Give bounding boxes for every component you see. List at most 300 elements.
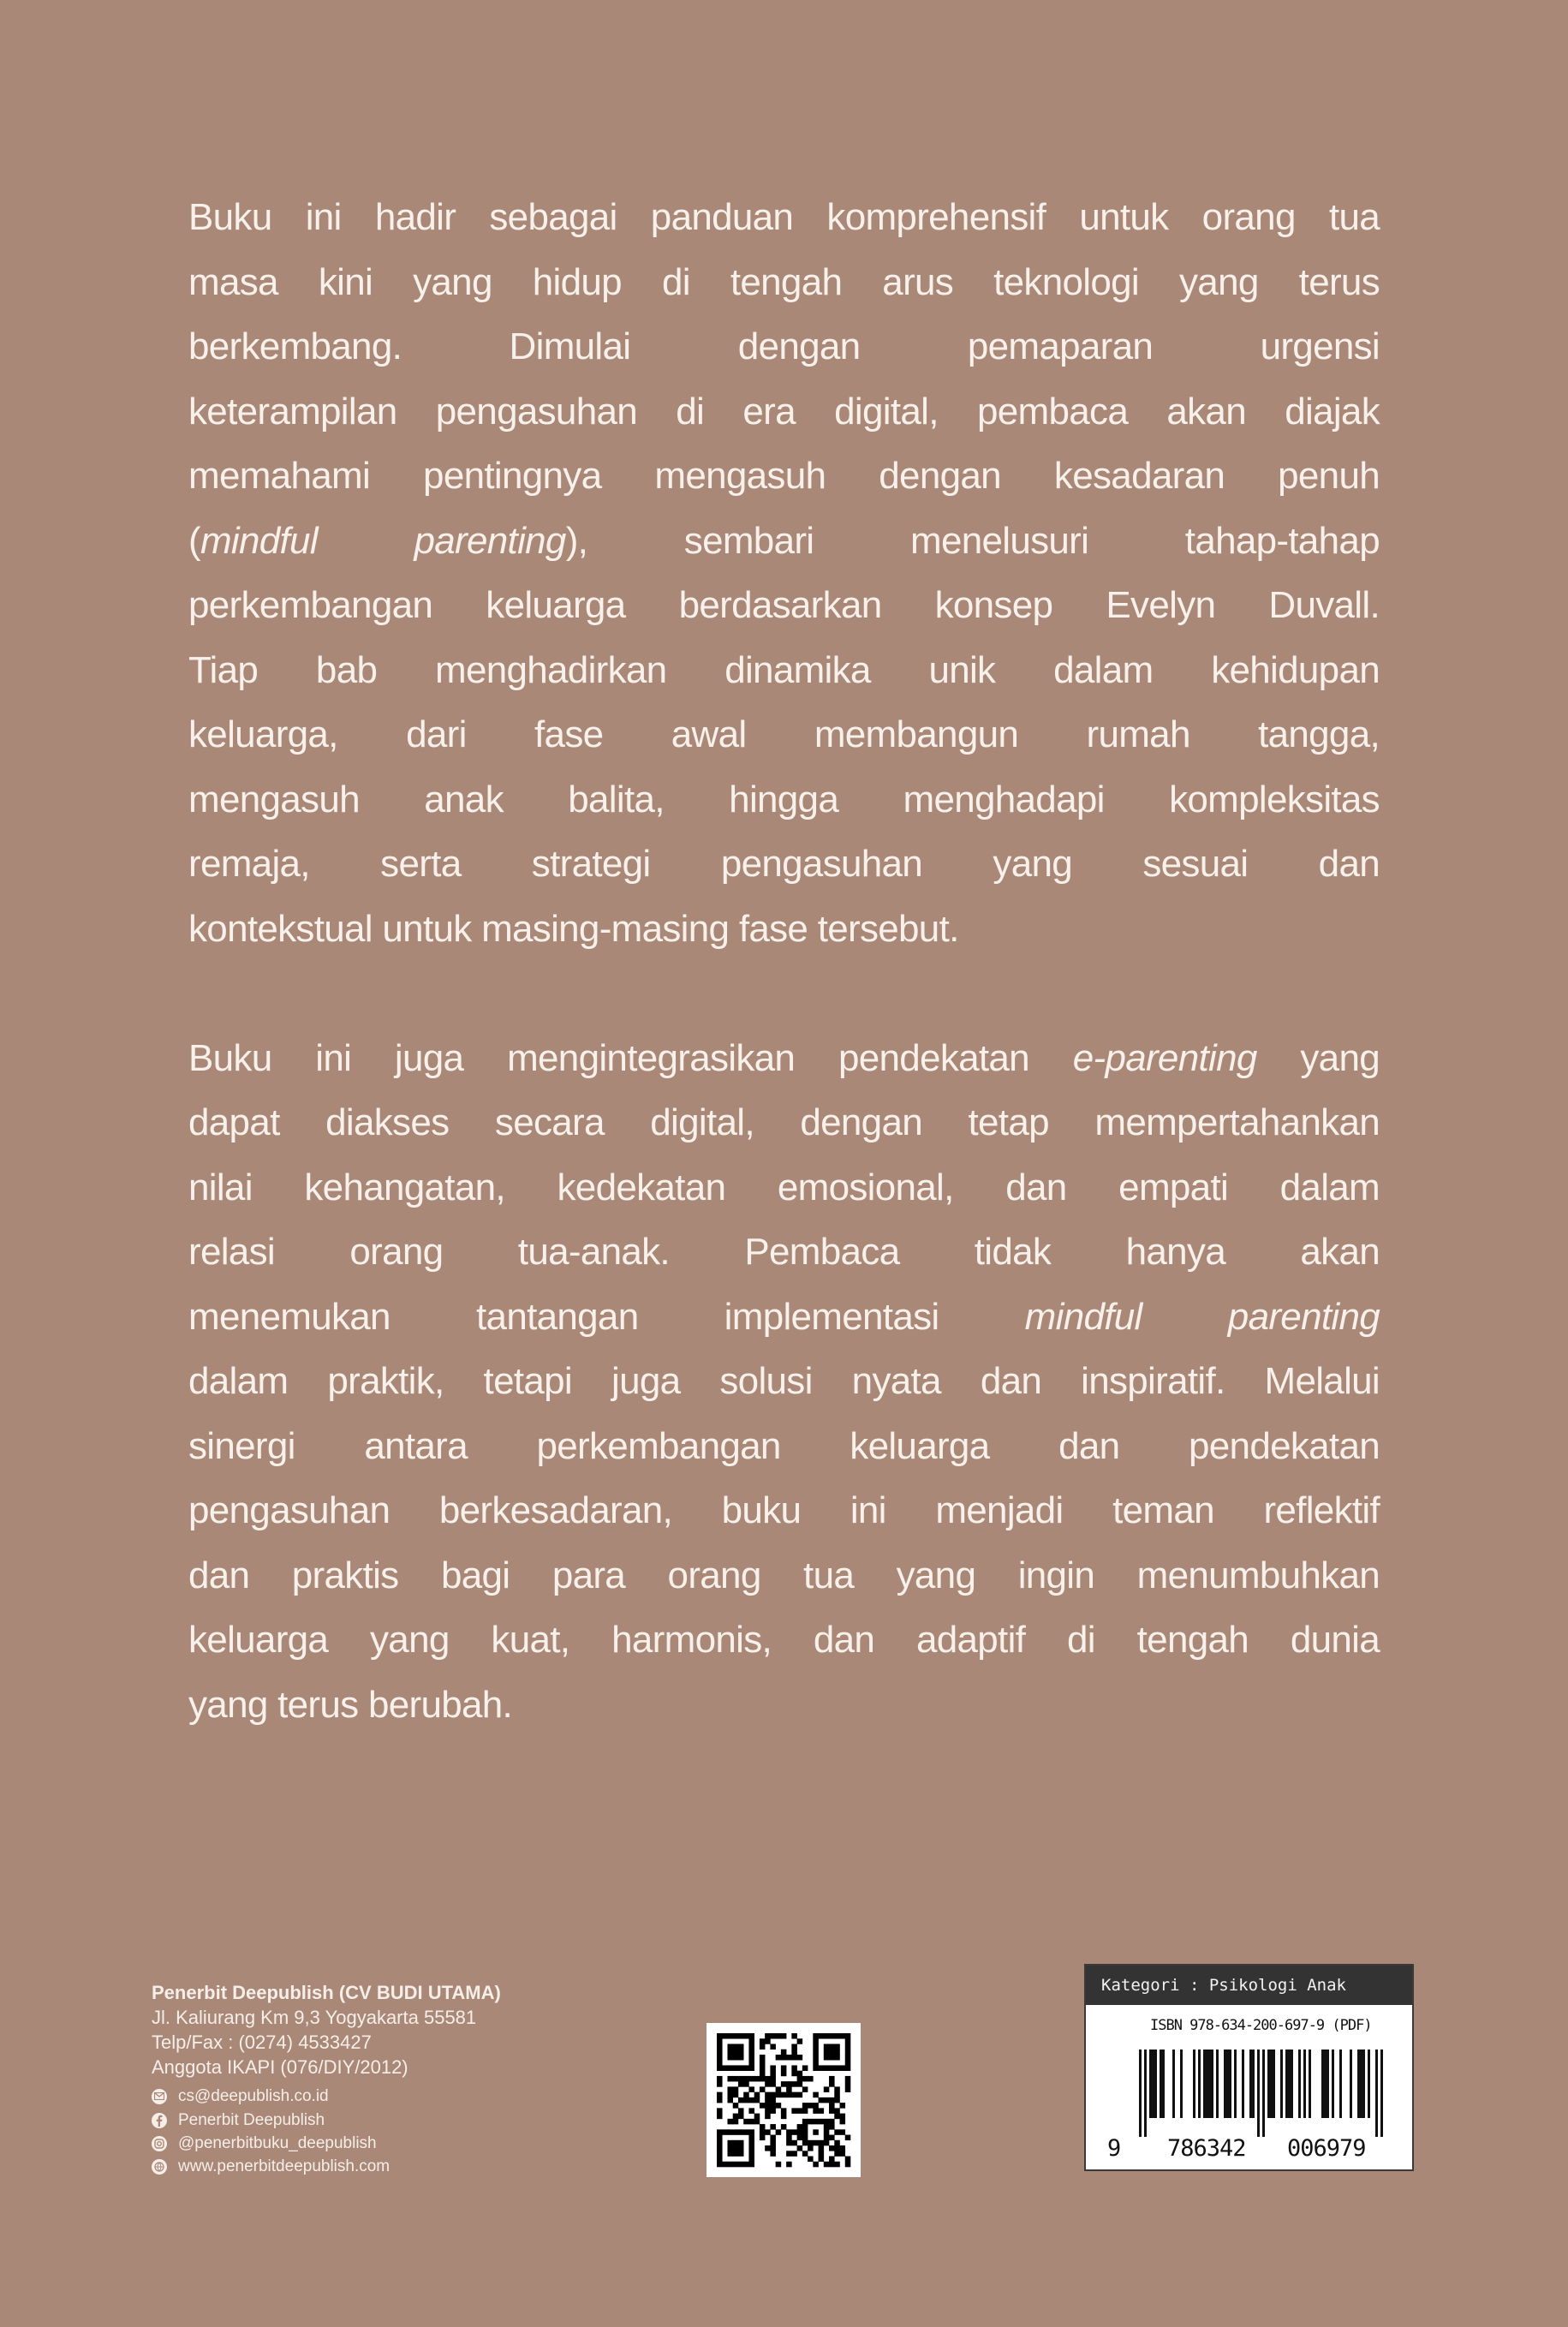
qr-module [813,2044,819,2050]
qr-module [717,2129,723,2135]
qr-module [845,2162,851,2168]
qr-module [754,2092,760,2098]
qr-module [760,2055,766,2061]
barcode-bar [1270,2050,1273,2118]
qr-module [748,2157,754,2163]
qr-module [819,2140,825,2146]
blurb-line [188,702,1380,767]
qr-module [776,2129,782,2135]
blurb-text-segment: yang [1256,1036,1380,1079]
qr-module [797,2055,803,2061]
qr-module [829,2065,835,2071]
qr-module [727,2119,733,2125]
barcode-bar [1234,2050,1237,2118]
qr-module [760,2044,766,2050]
qr-module [717,2140,723,2146]
qr-module [717,2081,723,2087]
qr-module [717,2097,723,2103]
qr-module [797,2124,803,2130]
qr-module [770,2124,776,2130]
contact-instagram-text: @penerbitbuku_deepublish [178,2133,377,2152]
qr-module [722,2033,728,2039]
qr-module [776,2086,782,2092]
qr-module [824,2135,830,2141]
qr-module [797,2076,803,2082]
qr-module [738,2055,744,2061]
barcode-bar [1362,2050,1365,2118]
qr-module [819,2157,825,2163]
qr-module [738,2129,744,2135]
qr-module [776,2033,782,2039]
facebook-icon [152,2113,167,2128]
qr-module [813,2065,819,2071]
qr-module [733,2033,739,2039]
qr-module [770,2140,776,2146]
qr-module [754,2114,760,2120]
qr-module [813,2129,819,2135]
qr-module [727,2145,733,2151]
barcode-bar [1242,2050,1244,2118]
qr-module [845,2081,851,2087]
qr-module [791,2065,797,2071]
blurb-line [188,573,1380,638]
qr-module [760,2086,766,2092]
qr-module [829,2157,835,2163]
publisher-name: Penerbit Deepublish (CV BUDI UTAMA) [152,1982,501,2003]
qr-module [834,2162,840,2168]
qr-module [717,2157,723,2163]
qr-module [802,2086,808,2092]
qr-module [802,2151,808,2157]
blurb-text-segment: berkembang. Dimulai dengan pemaparan urgensi [188,325,1380,367]
qr-module [813,2050,819,2056]
qr-module [834,2092,840,2098]
qr-module [824,2086,830,2092]
blurb-line [188,1349,1380,1414]
qr-module [738,2044,744,2050]
qr-module [760,2071,766,2077]
blurb-line [188,1090,1380,1155]
contact-website [152,2155,390,2178]
qr-module [733,2151,739,2157]
qr-module [743,2092,749,2098]
qr-module [819,2033,825,2039]
barcode-bar [1327,2050,1329,2118]
qr-module [781,2055,787,2061]
qr-module [797,2092,803,2098]
contact-email-text: cs@deepublish.co.id [178,2086,329,2105]
qr-module [845,2033,851,2039]
qr-module [748,2060,754,2066]
qr-module [733,2114,739,2120]
qr-module [829,2055,835,2061]
category-label: Kategori : Psikologi Anak [1086,1966,1412,2005]
qr-module [770,2145,776,2151]
blurb-text-segment: perkembangan keluarga berdasarkan konsep Evelyn Duvall. [188,584,1380,626]
qr-module [738,2065,744,2071]
contact-email [152,2085,329,2108]
qr-module [776,2162,782,2168]
qr-module [760,2060,766,2066]
qr-module [770,2065,776,2071]
qr-module [824,2162,830,2168]
qr-module [819,2119,825,2125]
qr-module [776,2103,782,2109]
qr-module [717,2055,723,2061]
qr-module [802,2103,808,2109]
qr-module [717,2044,723,2050]
qr-module [786,2140,792,2146]
qr-module [845,2044,851,2050]
qr-module [786,2162,792,2168]
qr-module [776,2092,782,2098]
qr-module [765,2114,771,2120]
blurb-line [188,1285,1380,1350]
qr-module [808,2076,814,2082]
barcode-bar [1357,2050,1360,2118]
blurb-text-segment: nilai kehangatan, kedekatan emosional, dan empati dalam [188,1166,1380,1208]
qr-module [797,2129,803,2135]
qr-module [727,2086,733,2092]
qr-module [834,2129,840,2135]
globe-icon [152,2159,167,2175]
barcode-bar [1224,2050,1226,2118]
qr-module [717,2050,723,2056]
qr-module [813,2119,819,2125]
qr-module [748,2044,754,2050]
blurb-line [188,638,1380,703]
qr-module [829,2044,835,2050]
qr-module [824,2119,830,2125]
qr-module [738,2140,744,2146]
qr-module [781,2081,787,2087]
blurb-text-segment: dapat diakses secara digital, dengan tetap mempertahankan [188,1101,1380,1143]
qr-code [706,2023,861,2177]
qr-module [813,2108,819,2114]
qr-module [834,2065,840,2071]
barcode-bar [1350,2050,1352,2118]
blurb-italic-term: mindful parenting [200,519,566,562]
qr-module [748,2097,754,2103]
qr-module [802,2108,808,2114]
qr-module [770,2071,776,2077]
qr-module [760,2135,766,2141]
qr-module [840,2103,846,2109]
qr-module [748,2108,754,2114]
qr-module [819,2108,825,2114]
barcode-bar [1288,2050,1291,2118]
blurb-text-segment: keterampilan pengasuhan di era digital, pembaca akan diajak [188,390,1380,433]
blurb-text-segment: menemukan tantangan implementasi [188,1295,1025,1338]
barcode-bar [1226,2050,1229,2118]
barcode-bar [1172,2050,1175,2118]
qr-module [765,2076,771,2082]
qr-module [829,2124,835,2130]
qr-module [748,2151,754,2157]
qr-module [748,2145,754,2151]
qr-module [733,2055,739,2061]
contact-facebook [152,2109,325,2132]
qr-module [845,2055,851,2061]
blurb-text-segment: kontekstual untuk masing-masing fase tersebut. [188,907,959,950]
qr-module [802,2065,808,2071]
qr-module [813,2055,819,2061]
qr-module [748,2129,754,2135]
qr-module [834,2033,840,2039]
qr-module [727,2076,733,2082]
blurb-line [188,379,1380,445]
blurb-text-segment: ), sembari menelusuri tahap-tahap [565,519,1380,562]
barcode-bar [1160,2050,1162,2118]
qr-module [829,2119,835,2125]
qr-module [797,2038,803,2044]
contact-instagram [152,2132,377,2155]
barcode-bar [1203,2050,1206,2118]
contact-website-text: www.penerbitdeepublish.com [178,2157,391,2175]
qr-module [840,2114,846,2120]
blurb-line [188,1026,1380,1091]
qr-module [743,2081,749,2087]
barcode-bar [1249,2050,1252,2118]
qr-module [733,2086,739,2092]
blurb-text-segment: dan praktis bagi para orang tua yang ingin menumbuhkan [188,1554,1380,1596]
qr-module [760,2038,766,2044]
qr-module [819,2065,825,2071]
blurb-text-segment: keluarga, dari fase awal membangun rumah tangga, [188,713,1380,755]
qr-module [840,2033,846,2039]
qr-module [829,2076,835,2082]
barcode-bar [1149,2050,1152,2118]
qr-module [743,2065,749,2071]
qr-module [717,2151,723,2157]
qr-module [824,2033,830,2039]
qr-module [727,2162,733,2168]
isbn-barcode-box [1084,1964,1414,2171]
qr-module [738,2151,744,2157]
barcode-bar [1309,2050,1311,2118]
qr-module [845,2135,851,2141]
qr-module [748,2033,754,2039]
qr-module [727,2055,733,2061]
blurb-line [188,1220,1380,1285]
qr-module [781,2092,787,2098]
qr-module [829,2097,835,2103]
qr-module [760,2103,766,2109]
blurb-text-segment: pengasuhan berkesadaran, buku ini menjadi teman reflektif [188,1489,1380,1531]
barcode-bar [1368,2050,1370,2118]
qr-module [765,2097,771,2103]
qr-module [834,2050,840,2056]
contact-facebook-text: Penerbit Deepublish [178,2110,325,2129]
publisher-ikapi: Anggota IKAPI (076/DIY/2012) [152,2056,408,2078]
blurb-text-segment: masa kini yang hidup di tengah arus teknologi yang terus [188,260,1380,303]
blurb-line [188,1543,1380,1608]
blurb-line [188,832,1380,897]
qr-module [834,2086,840,2092]
barcode-bar [1154,2050,1157,2118]
qr-module [722,2129,728,2135]
qr-module [781,2033,787,2039]
qr-module [738,2033,744,2039]
qr-module [802,2135,808,2141]
qr-module [781,2124,787,2130]
qr-module [717,2033,723,2039]
qr-module [802,2076,808,2082]
qr-module [765,2145,771,2151]
qr-module [733,2050,739,2056]
qr-module [840,2119,846,2125]
qr-module [834,2114,840,2120]
qr-module [786,2055,792,2061]
qr-module [781,2071,787,2077]
blurb-line [188,897,1380,962]
qr-module [808,2119,814,2125]
qr-module [813,2038,819,2044]
qr-module [733,2103,739,2109]
qr-module [791,2092,797,2098]
qr-module [717,2114,723,2120]
qr-code-graphic [706,2023,861,2177]
qr-module [819,2145,825,2151]
blurb-line [188,250,1380,315]
qr-module [791,2081,797,2087]
barcode-bar [1291,2050,1293,2118]
qr-module [786,2092,792,2098]
qr-module [727,2044,733,2050]
qr-module [748,2119,754,2125]
qr-module [824,2129,830,2135]
qr-module [717,2076,723,2082]
qr-module [808,2145,814,2151]
barcode-bar [1262,2050,1265,2137]
qr-module [770,2081,776,2087]
qr-module [824,2140,830,2146]
qr-module [727,2097,733,2103]
qr-module [765,2108,771,2114]
qr-module [781,2065,787,2071]
qr-module [808,2157,814,2163]
qr-module [824,2044,830,2050]
qr-module [727,2092,733,2098]
barcode-bar [1252,2050,1255,2118]
instagram-icon [152,2136,167,2151]
qr-module [738,2050,744,2056]
qr-module [727,2065,733,2071]
barcode-bar [1280,2050,1283,2118]
qr-module [797,2081,803,2087]
qr-module [829,2162,835,2168]
qr-module [738,2114,744,2120]
qr-module [722,2065,728,2071]
qr-module [813,2140,819,2146]
isbn-text: ISBN 978-634-200-697-9 (PDF) [1150,2017,1372,2034]
qr-module [754,2076,760,2082]
qr-module [845,2065,851,2071]
qr-module [743,2033,749,2039]
qr-module [791,2129,797,2135]
qr-module [834,2044,840,2050]
barcode-bar [1162,2050,1165,2118]
qr-module [748,2086,754,2092]
barcode-bar [1211,2050,1213,2118]
qr-module [743,2097,749,2103]
qr-module [727,2129,733,2135]
qr-module [791,2140,797,2146]
qr-module [791,2055,797,2061]
blurb-line [188,509,1380,574]
qr-module [834,2097,840,2103]
blurb-italic-term: e-parenting [1072,1036,1257,1079]
qr-module [791,2151,797,2157]
qr-module [743,2119,749,2125]
qr-module [770,2092,776,2098]
qr-module [760,2129,766,2135]
barcode-bar [1208,2050,1211,2118]
qr-module [743,2076,749,2082]
qr-module [717,2135,723,2141]
qr-module [776,2055,782,2061]
blurb-text-segment: relasi orang tua-anak. Pembaca tidak hanya akan [188,1231,1380,1273]
qr-module [840,2145,846,2151]
qr-module [727,2140,733,2146]
qr-module [829,2081,835,2087]
blurb-text-segment: Buku ini juga mengintegrasikan pendekatan [188,1036,1073,1079]
qr-module [765,2103,771,2109]
qr-module [770,2033,776,2039]
qr-module [748,2038,754,2044]
qr-module [834,2151,840,2157]
barcode-bar [1152,2050,1154,2118]
qr-module [770,2135,776,2141]
qr-module [770,2103,776,2109]
qr-module [786,2081,792,2087]
blurb-line [188,444,1380,509]
barcode-digits-left: 786342 [1167,2135,1246,2162]
blurb-text-segment: dalam praktik, tetapi juga solusi nyata dan inspiratif. Melalui [188,1360,1380,1402]
barcode-bar [1139,2050,1142,2137]
qr-module [808,2103,814,2109]
qr-module [824,2055,830,2061]
qr-module [824,2097,830,2103]
blurb-text-segment: sinergi antara perkembangan keluarga dan pendekatan [188,1424,1380,1467]
barcode-bar [1257,2050,1260,2137]
barcode-bar [1332,2050,1334,2118]
blurb-text-segment: ( [188,519,200,562]
qr-module [748,2076,754,2082]
qr-module [845,2038,851,2044]
qr-module [760,2124,766,2130]
barcode-bar [1285,2050,1288,2118]
qr-module [748,2065,754,2071]
qr-module [840,2151,846,2157]
qr-module [813,2103,819,2109]
qr-module [797,2135,803,2141]
qr-module [733,2140,739,2146]
qr-module [738,2076,744,2082]
qr-module [834,2140,840,2146]
qr-module [733,2076,739,2082]
qr-module [802,2129,808,2135]
qr-module [786,2151,792,2157]
blurb-text-segment: mengasuh anak balita, hingga menghadapi kompleksitas [188,778,1380,820]
qr-module [845,2086,851,2092]
qr-module [748,2140,754,2146]
barcode-bar [1324,2050,1327,2118]
qr-module [834,2108,840,2114]
publisher-phone: Telp/Fax : (0274) 4533427 [152,2032,372,2053]
blurb-line [188,1478,1380,1543]
qr-module [808,2140,814,2146]
